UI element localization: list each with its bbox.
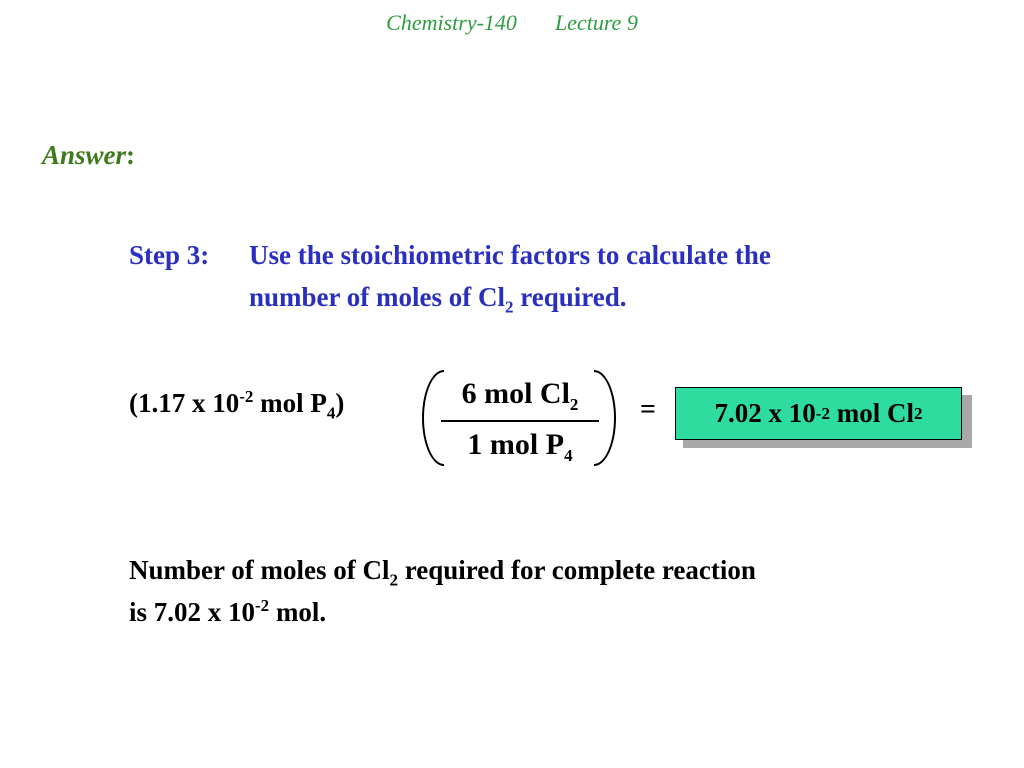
conclusion-part: Number of moles of Cl (129, 555, 390, 585)
subscript: 2 (389, 570, 398, 590)
superscript: -2 (255, 596, 270, 615)
lecture-title: Lecture 9 (554, 10, 638, 35)
step-label: Step 3: (129, 240, 210, 270)
conclusion-text (129, 549, 969, 633)
eq-text: ) (335, 388, 345, 418)
subscript: 4 (326, 403, 336, 423)
course-title: Chemistry-140 (386, 10, 517, 35)
equation-left-term (129, 387, 345, 423)
equals-sign: = (640, 394, 656, 425)
subscript: 2 (505, 297, 514, 317)
eq-text: (1.17 x 10 (129, 388, 240, 418)
fraction-bar (441, 420, 599, 422)
subscript: 2 (569, 395, 579, 414)
subscript: 4 (564, 446, 573, 465)
conclusion-part: mol. (269, 597, 327, 627)
slide-header (0, 10, 1024, 36)
superscript: -2 (239, 387, 254, 406)
step-text-line1: Use the stoichiometric factors to calculate the (249, 240, 771, 270)
eq-text: mol P (253, 388, 327, 418)
fraction-denominator (440, 428, 600, 465)
answer-colon: : (126, 140, 136, 170)
conclusion-line2 (129, 591, 969, 633)
conclusion-part: required for complete reaction (397, 555, 756, 585)
conclusion-line1 (129, 549, 969, 591)
step-text-part: number of moles of Cl (249, 282, 505, 312)
conclusion-part: is 7.02 x 10 (129, 597, 256, 627)
step-text (249, 234, 939, 318)
result-text: 7.02 x 10 (714, 398, 816, 428)
numerator-text: 6 mol Cl (461, 377, 570, 410)
result-text: mol Cl (829, 398, 914, 428)
fraction-numerator (440, 377, 600, 414)
step-text-part: required. (513, 282, 627, 312)
denominator-text: 1 mol P (467, 428, 565, 461)
answer-label: Answer (42, 140, 127, 170)
result-box: 7.02 x 10 -2 mol Cl 2 (675, 387, 962, 440)
answer-heading (42, 140, 135, 171)
step-text-line2 (249, 276, 939, 318)
